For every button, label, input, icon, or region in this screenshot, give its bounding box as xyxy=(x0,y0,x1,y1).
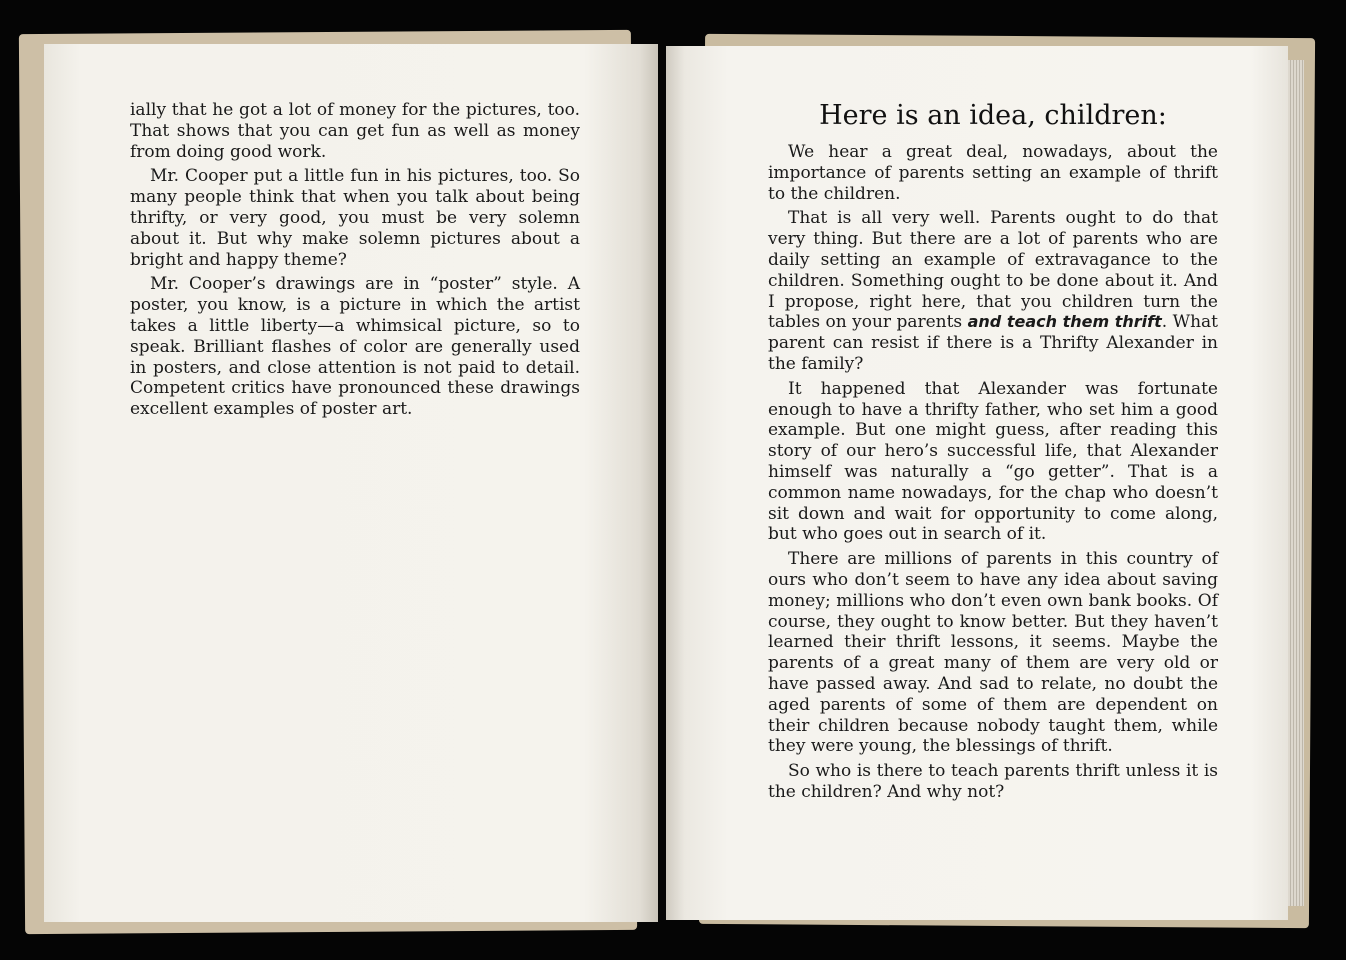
right-paragraph-5: So who is there to teach parents thrift unless it is the children? And why not? xyxy=(768,761,1218,802)
right-paragraph-2 xyxy=(768,208,1218,374)
right-paragraph-2-end: . What parent can resist if there is a Thrifty Alexander in the family? xyxy=(768,312,1219,374)
right-paragraph-1: We hear a great deal, nowadays, about the importance of parents setting an example of thrift to the children. xyxy=(768,142,1218,204)
right-paragraph-3: It happened that Alexander was fortunate enough to have a thrifty father, who set him a good example. But one might guess, after reading this story of our hero’s successful life, that Alexander himself was naturally a “go getter”. That is a common name nowadays, for the chap who doesn’t sit down and wait for opportunity to come along, but who goes out in search of it. xyxy=(768,378,1218,545)
page-heading: Here is an idea, children: xyxy=(819,100,1167,131)
left-page xyxy=(44,44,658,922)
left-page-body xyxy=(130,100,580,424)
right-paragraph-4: There are millions of parents in this country of ours who don’t seem to have any idea about saving money; millions who don’t even own bank books. Of course, they ought to know better. But they haven’t learned their thrift lessons, it seems. Maybe the parents of a great many of them are very old or have passed away. And sad to relate, no doubt the aged parents of some of them are dependent on their children because nobody taught them, while they were young, the blessings of thrift. xyxy=(768,549,1218,757)
left-paragraph-1: ially that he got a lot of money for the pictures, too. That shows that you can get fun as well as money from doing good work. xyxy=(130,100,580,162)
right-paragraph-2-start: That is all very well. Parents ought to do that very thing. But there are a lot of parents who are daily setting an example of extravagance to the children. Something ought to be done about it. And I propose, right here, that you children turn the tables on your parents xyxy=(768,208,1218,333)
right-page-body xyxy=(768,142,1218,807)
right-page xyxy=(666,46,1288,920)
emphasized-phrase: and teach them thrift xyxy=(967,312,1162,332)
left-paragraph-3: Mr. Cooper’s drawings are in “poster” style. A poster, you know, is a picture in which the artist takes a little liberty—a whimsical picture, so to speak. Brilliant flashes of color are generally used in posters, and close attention is not paid to detail. Competent critics have pronounced these drawings excellent examples of poster art. xyxy=(130,274,580,420)
left-paragraph-2: Mr. Cooper put a little fun in his pictures, too. So many people think that when you talk about being thrifty, or very good, you must be very solemn about it. But why make solemn pictures about a bright and happy theme? xyxy=(130,166,580,270)
